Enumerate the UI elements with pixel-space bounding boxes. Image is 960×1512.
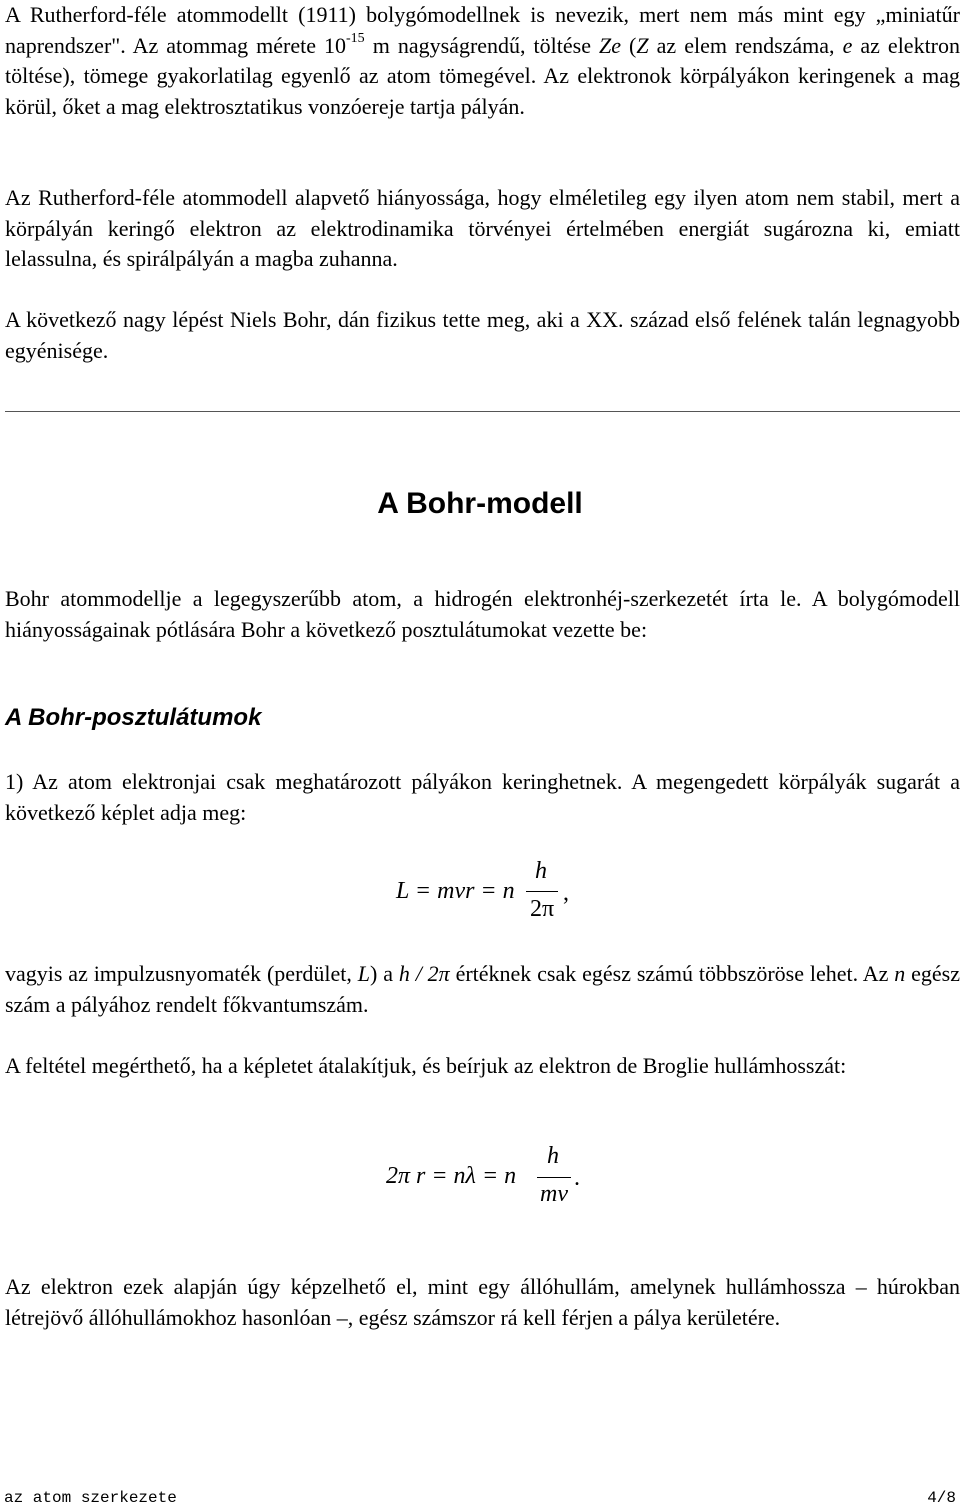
fraction-denominator: 2π: [529, 896, 555, 922]
footer-title: az atom szerkezete: [4, 1489, 177, 1507]
symbol-l: L: [357, 961, 370, 986]
paragraph-postulate-1: 1) Az atom elektronjai csak meghatározott pályákon keringhetnek. A megengedett körpályák sugarát a következő képlet adja meg:: [5, 769, 960, 825]
symbol-h-over-2pi: h / 2π: [398, 961, 450, 986]
fraction-denominator: mv: [540, 1181, 568, 1207]
symbol-e: e: [842, 32, 853, 58]
fraction-bar: [526, 891, 558, 892]
heading-bohr-postulates: A Bohr-posztulátumok: [5, 704, 262, 731]
equation-de-broglie: [386, 1143, 616, 1213]
equation-lhs: L = mvr = n: [396, 878, 515, 904]
text: ) a: [370, 961, 399, 986]
text: egész szám a pályához rendelt főkvantumszám.: [5, 961, 960, 1017]
fraction-bar: [537, 1177, 571, 1178]
paragraph-de-broglie: A feltétel megérthető, ha a képletet átalakítjuk, és beírjuk az elektron de Broglie hullámhosszát:: [5, 1053, 847, 1078]
fraction-numerator: h: [547, 1143, 559, 1169]
text: az elem rendszáma,: [648, 32, 843, 58]
paragraph-standing-wave: Az elektron ezek alapján úgy képzelhető el, mint egy állóhullám, amelynek hullámhossza – húrokban létrejövő állóhullámokhoz hasonlóan –, egész számszor rá kell férjen a pálya kerületére.: [5, 1274, 960, 1330]
text: A Rutherford-féle atommodellt (1911) bolygómodellnek is nevezik, mert nem más mint egy „miniatűr naprendszer". Az atommag mérete 10: [5, 2, 960, 58]
text: az elektron töltése), tömege gyakorlatilag egyenlő az atom tömegével. Az elektronok körpályákon keringenek a mag körül, őket a mag elektrosztatikus vonzóereje tartja pályán.: [5, 32, 960, 119]
page-footer: [4, 1489, 956, 1511]
text: vagyis az impulzusnyomaték (perdület,: [5, 961, 358, 986]
text: értéknek csak egész számú többszöröse lehet. Az: [449, 961, 895, 986]
symbol-ze: Ze: [599, 32, 622, 58]
symbol-n: n: [894, 961, 906, 986]
paragraph-bohr-intro: Bohr atommodellje a legegyszerűbb atom, a hidrogén elektronhéj-szerkezetét írta le. A bolygómodell hiányosságainak pótlására Bohr a következő posztulátumokat vezette be:: [5, 586, 960, 642]
fraction-numerator: h: [535, 858, 547, 884]
text: m nagyságrendű, töltése: [364, 32, 600, 58]
section-divider: [5, 411, 960, 412]
paragraph-model-deficiency: Az Rutherford-féle atommodell alapvető hiányossága, hogy elméletileg egy ilyen atom nem stabil, mert a körpályán keringő elektron az elektrodinamika törvényei értelmében energiát sugározna ki, emiatt lelassulna, és spirálpályán a magba zuhanna.: [5, 185, 960, 271]
text: (: [621, 32, 637, 58]
paragraph-rutherford-model: [5, 0, 960, 122]
page-number: 4/8: [927, 1489, 956, 1507]
heading-bohr-model: A Bohr-modell: [377, 487, 583, 520]
equation-period: .: [574, 1165, 580, 1191]
symbol-z: Z: [636, 32, 649, 58]
paragraph-niels-bohr: A következő nagy lépést Niels Bohr, dán fizikus tette meg, aki a XX. század első felének talán legnagyobb egyénisége.: [5, 307, 960, 363]
equation-lhs: 2π r = nλ = n: [386, 1163, 517, 1189]
equation-angular-momentum: [396, 858, 616, 928]
paragraph-quantization: [5, 959, 960, 1020]
equation-comma: ,: [563, 880, 569, 906]
exponent: -15: [346, 31, 365, 47]
